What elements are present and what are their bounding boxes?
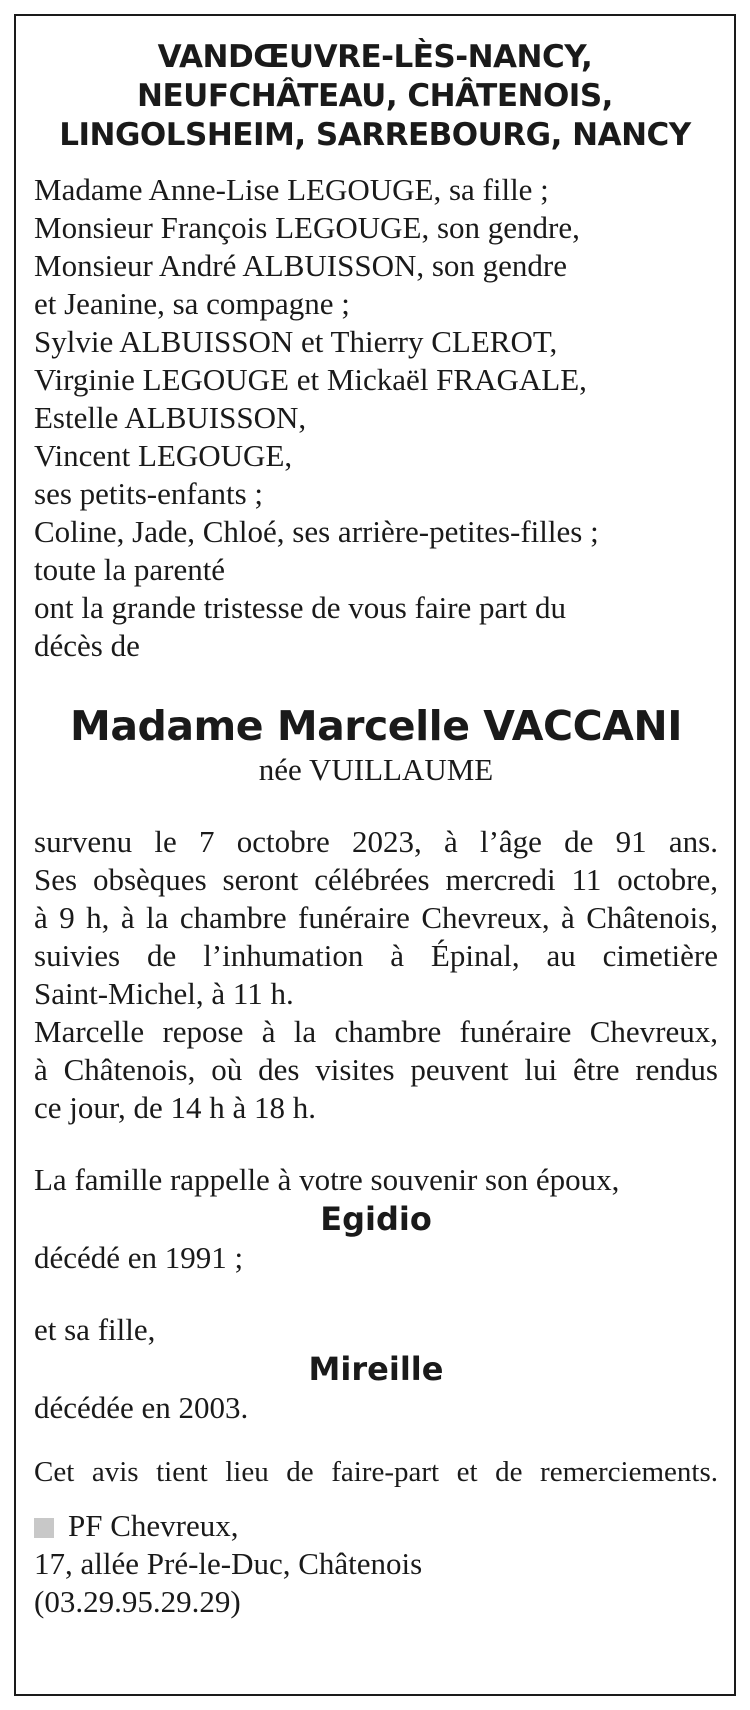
family-line: Vincent LEGOUGE, (34, 438, 293, 473)
closing-note: Cet avis tient lieu de faire-part et de remerciements. (34, 1456, 718, 1488)
details-line: Marcelle repose à la chambre funéraire Chevreux, (34, 1014, 718, 1049)
details-line: Ses obsèques seront célébrées mercredi 11 octobre, (34, 862, 718, 897)
details-line: suivies de l’inhumation à Épinal, au cimetière (34, 938, 718, 973)
family-line: Monsieur André ALBUISSON, son gendre (34, 248, 567, 283)
family-line: Estelle ALBUISSON, (34, 400, 307, 435)
family-line: Monsieur François LEGOUGE, son gendre, (34, 210, 580, 245)
deceased-name: Madame Marcelle VACCANI (70, 702, 682, 750)
bullet-square-icon (34, 1518, 54, 1538)
funeral-home (34, 1507, 718, 1621)
header-line: VANDŒUVRE-LÈS-NANCY, (157, 39, 593, 75)
spouse-death: décédé en 1991 ; (34, 1240, 244, 1275)
family-line: Coline, Jade, Chloé, ses arrière-petites-filles ; (34, 514, 599, 549)
family-line: Sylvie ALBUISSON et Thierry CLEROT, (34, 324, 558, 359)
family-list (34, 171, 718, 665)
funeral-home-name-line (34, 1507, 718, 1545)
obituary-notice (14, 14, 736, 1696)
family-line: Virginie LEGOUGE et Mickaël FRAGALE, (34, 362, 587, 397)
family-line: toute la parenté (34, 552, 226, 587)
details-line: ce jour, de 14 h à 18 h. (34, 1090, 316, 1125)
funeral-home-phone: (03.29.95.29.29) (34, 1584, 241, 1619)
details-line: à Châtenois, où des visites peuvent lui être rendus (34, 1052, 718, 1087)
memory-section (34, 1161, 718, 1427)
details-line: à 9 h, à la chambre funéraire Chevreux, à Châtenois, (34, 900, 718, 935)
funeral-details (34, 823, 718, 1127)
family-line: ont la grande tristesse de vous faire part du (34, 590, 566, 625)
daughter-intro: et sa fille, (34, 1312, 156, 1347)
family-line: Madame Anne-Lise LEGOUGE, sa fille ; (34, 172, 549, 207)
details-line: survenu le 7 octobre 2023, à l’âge de 91 ans. (34, 824, 718, 859)
deceased-birth-name: née VUILLAUME (258, 752, 494, 787)
details-line: Saint-Michel, à 11 h. (34, 976, 294, 1011)
daughter-name: Mireille (308, 1350, 444, 1388)
daughter-death: décédée en 2003. (34, 1390, 249, 1425)
header-line: NEUFCHÂTEAU, CHÂTENOIS, (137, 78, 613, 114)
family-line: et Jeanine, sa compagne ; (34, 286, 350, 321)
funeral-home-address: 17, allée Pré-le-Duc, Châtenois (34, 1546, 423, 1581)
spouse-name: Egidio (320, 1200, 432, 1238)
locations-header (16, 38, 734, 155)
family-line: décès de (34, 628, 140, 663)
header-line: LINGOLSHEIM, SARREBOURG, NANCY (59, 117, 691, 153)
family-line: ses petits-enfants ; (34, 476, 264, 511)
memory-intro: La famille rappelle à votre souvenir son époux, (34, 1162, 620, 1197)
notice-body (16, 155, 734, 1621)
funeral-home-name: PF Chevreux, (68, 1508, 239, 1543)
